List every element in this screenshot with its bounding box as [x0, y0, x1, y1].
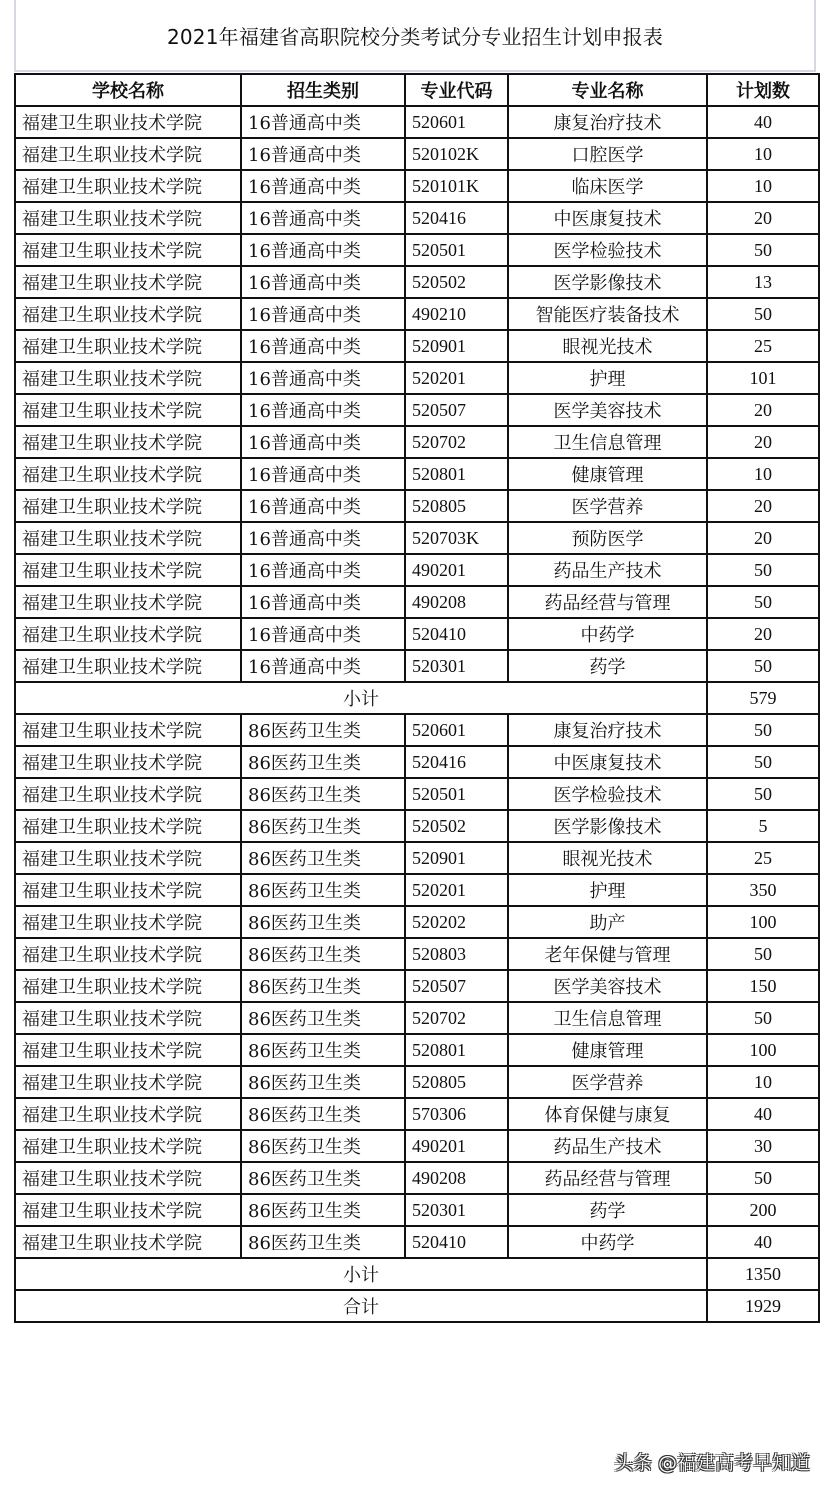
cell-category: 86医药卫生类 [241, 938, 405, 970]
cell-plan: 350 [707, 874, 819, 906]
cell-major: 眼视光技术 [508, 842, 707, 874]
cell-school: 福建卫生职业技术学院 [15, 330, 241, 362]
cell-plan: 25 [707, 330, 819, 362]
table-row [15, 170, 819, 202]
cell-category: 16普通高中类 [241, 650, 405, 682]
cell-major: 健康管理 [508, 458, 707, 490]
cell-code: 520805 [405, 490, 508, 522]
table-row [15, 330, 819, 362]
cell-major: 临床医学 [508, 170, 707, 202]
cell-school: 福建卫生职业技术学院 [15, 1226, 241, 1258]
cell-plan: 50 [707, 650, 819, 682]
title-box [14, 0, 816, 72]
cell-major: 口腔医学 [508, 138, 707, 170]
cell-major: 医学营养 [508, 490, 707, 522]
cell-category: 86医药卫生类 [241, 1098, 405, 1130]
cell-category: 16普通高中类 [241, 234, 405, 266]
table-row [15, 714, 819, 746]
cell-category: 16普通高中类 [241, 618, 405, 650]
subtotal-row [15, 682, 819, 714]
cell-code: 520102K [405, 138, 508, 170]
cell-code: 520416 [405, 202, 508, 234]
cell-plan: 200 [707, 1194, 819, 1226]
cell-code: 520702 [405, 426, 508, 458]
cell-code: 490208 [405, 1162, 508, 1194]
cell-category: 86医药卫生类 [241, 874, 405, 906]
cell-plan: 5 [707, 810, 819, 842]
cell-school: 福建卫生职业技术学院 [15, 426, 241, 458]
cell-plan: 10 [707, 138, 819, 170]
cell-school: 福建卫生职业技术学院 [15, 202, 241, 234]
cell-school: 福建卫生职业技术学院 [15, 1194, 241, 1226]
table-row [15, 490, 819, 522]
cell-category: 86医药卫生类 [241, 1162, 405, 1194]
cell-category: 86医药卫生类 [241, 842, 405, 874]
subtotal-value: 579 [707, 682, 819, 714]
cell-school: 福建卫生职业技术学院 [15, 362, 241, 394]
cell-school: 福建卫生职业技术学院 [15, 1098, 241, 1130]
header-school: 学校名称 [15, 74, 241, 106]
table-row [15, 1226, 819, 1258]
cell-plan: 50 [707, 1002, 819, 1034]
cell-code: 520801 [405, 458, 508, 490]
cell-code: 490201 [405, 554, 508, 586]
cell-plan: 25 [707, 842, 819, 874]
grand-total-label: 合计 [15, 1290, 707, 1322]
cell-major: 药学 [508, 650, 707, 682]
cell-plan: 20 [707, 394, 819, 426]
cell-code: 520410 [405, 1226, 508, 1258]
table-row [15, 618, 819, 650]
table-row [15, 298, 819, 330]
cell-plan: 20 [707, 426, 819, 458]
cell-school: 福建卫生职业技术学院 [15, 1002, 241, 1034]
subtotal-value: 1350 [707, 1258, 819, 1290]
table-row [15, 138, 819, 170]
cell-major: 眼视光技术 [508, 330, 707, 362]
subtotal-row [15, 1258, 819, 1290]
cell-category: 16普通高中类 [241, 138, 405, 170]
cell-school: 福建卫生职业技术学院 [15, 266, 241, 298]
cell-school: 福建卫生职业技术学院 [15, 874, 241, 906]
cell-category: 86医药卫生类 [241, 810, 405, 842]
cell-plan: 30 [707, 1130, 819, 1162]
header-category: 招生类别 [241, 74, 405, 106]
cell-major: 护理 [508, 874, 707, 906]
cell-school: 福建卫生职业技术学院 [15, 394, 241, 426]
cell-plan: 50 [707, 1162, 819, 1194]
cell-plan: 40 [707, 1098, 819, 1130]
cell-category: 86医药卫生类 [241, 1066, 405, 1098]
cell-code: 520702 [405, 1002, 508, 1034]
cell-major: 医学检验技术 [508, 234, 707, 266]
cell-school: 福建卫生职业技术学院 [15, 650, 241, 682]
table-row [15, 234, 819, 266]
cell-plan: 50 [707, 298, 819, 330]
subtotal-label: 小计 [15, 1258, 707, 1290]
cell-code: 520601 [405, 106, 508, 138]
cell-code: 520502 [405, 810, 508, 842]
cell-code: 520410 [405, 618, 508, 650]
cell-category: 16普通高中类 [241, 298, 405, 330]
cell-plan: 20 [707, 618, 819, 650]
cell-major: 药品经营与管理 [508, 586, 707, 618]
cell-category: 86医药卫生类 [241, 778, 405, 810]
cell-plan: 50 [707, 554, 819, 586]
cell-school: 福建卫生职业技术学院 [15, 970, 241, 1002]
cell-category: 16普通高中类 [241, 202, 405, 234]
cell-code: 520502 [405, 266, 508, 298]
cell-major: 中医康复技术 [508, 746, 707, 778]
cell-major: 中药学 [508, 1226, 707, 1258]
table-row [15, 1194, 819, 1226]
cell-school: 福建卫生职业技术学院 [15, 458, 241, 490]
cell-code: 520101K [405, 170, 508, 202]
cell-category: 86医药卫生类 [241, 970, 405, 1002]
cell-plan: 50 [707, 586, 819, 618]
cell-category: 86医药卫生类 [241, 1130, 405, 1162]
subtotal-label: 小计 [15, 682, 707, 714]
cell-school: 福建卫生职业技术学院 [15, 298, 241, 330]
cell-school: 福建卫生职业技术学院 [15, 810, 241, 842]
cell-code: 520901 [405, 330, 508, 362]
cell-plan: 10 [707, 1066, 819, 1098]
cell-code: 520601 [405, 714, 508, 746]
table-row [15, 554, 819, 586]
cell-plan: 50 [707, 714, 819, 746]
header-code: 专业代码 [405, 74, 508, 106]
cell-major: 卫生信息管理 [508, 426, 707, 458]
page-title: 2021年福建省高职院校分类考试分专业招生计划申报表 [166, 24, 664, 49]
cell-major: 药学 [508, 1194, 707, 1226]
cell-major: 健康管理 [508, 1034, 707, 1066]
cell-category: 16普通高中类 [241, 586, 405, 618]
cell-major: 体育保健与康复 [508, 1098, 707, 1130]
cell-major: 智能医疗装备技术 [508, 298, 707, 330]
cell-code: 520201 [405, 874, 508, 906]
cell-code: 490210 [405, 298, 508, 330]
table-row [15, 362, 819, 394]
cell-school: 福建卫生职业技术学院 [15, 138, 241, 170]
cell-major: 医学美容技术 [508, 394, 707, 426]
cell-plan: 150 [707, 970, 819, 1002]
header-row [15, 74, 819, 106]
cell-major: 医学营养 [508, 1066, 707, 1098]
table-row [15, 650, 819, 682]
cell-school: 福建卫生职业技术学院 [15, 234, 241, 266]
table-row [15, 746, 819, 778]
table-row [15, 874, 819, 906]
cell-school: 福建卫生职业技术学院 [15, 522, 241, 554]
header-plan: 计划数 [707, 74, 819, 106]
cell-category: 16普通高中类 [241, 394, 405, 426]
cell-major: 预防医学 [508, 522, 707, 554]
cell-category: 16普通高中类 [241, 362, 405, 394]
cell-plan: 40 [707, 1226, 819, 1258]
cell-school: 福建卫生职业技术学院 [15, 1066, 241, 1098]
cell-category: 16普通高中类 [241, 458, 405, 490]
table-row [15, 970, 819, 1002]
cell-major: 老年保健与管理 [508, 938, 707, 970]
cell-school: 福建卫生职业技术学院 [15, 746, 241, 778]
header-major: 专业名称 [508, 74, 707, 106]
cell-category: 16普通高中类 [241, 266, 405, 298]
cell-major: 医学影像技术 [508, 266, 707, 298]
cell-major: 医学美容技术 [508, 970, 707, 1002]
table-row [15, 1162, 819, 1194]
table-row [15, 394, 819, 426]
cell-category: 86医药卫生类 [241, 1034, 405, 1066]
table-body [15, 106, 819, 1322]
cell-major: 助产 [508, 906, 707, 938]
cell-category: 86医药卫生类 [241, 1226, 405, 1258]
cell-major: 中药学 [508, 618, 707, 650]
cell-plan: 10 [707, 170, 819, 202]
cell-code: 520301 [405, 650, 508, 682]
cell-plan: 20 [707, 522, 819, 554]
table-row [15, 906, 819, 938]
cell-plan: 50 [707, 746, 819, 778]
table-row [15, 938, 819, 970]
table-row [15, 1066, 819, 1098]
cell-code: 520501 [405, 778, 508, 810]
watermark: 头条 @福建高考早知道 [613, 1452, 810, 1474]
cell-school: 福建卫生职业技术学院 [15, 106, 241, 138]
cell-code: 520803 [405, 938, 508, 970]
enrollment-plan-table [14, 73, 820, 1323]
table-row [15, 1002, 819, 1034]
cell-category: 86医药卫生类 [241, 746, 405, 778]
table-row [15, 458, 819, 490]
table-row [15, 202, 819, 234]
table-row [15, 778, 819, 810]
cell-school: 福建卫生职业技术学院 [15, 1162, 241, 1194]
cell-code: 570306 [405, 1098, 508, 1130]
cell-code: 490201 [405, 1130, 508, 1162]
cell-category: 16普通高中类 [241, 490, 405, 522]
cell-category: 86医药卫生类 [241, 714, 405, 746]
cell-plan: 20 [707, 202, 819, 234]
table-row [15, 426, 819, 458]
cell-school: 福建卫生职业技术学院 [15, 1130, 241, 1162]
cell-category: 16普通高中类 [241, 426, 405, 458]
cell-code: 520507 [405, 970, 508, 1002]
cell-code: 490208 [405, 586, 508, 618]
table-row [15, 1130, 819, 1162]
cell-school: 福建卫生职业技术学院 [15, 554, 241, 586]
cell-plan: 100 [707, 1034, 819, 1066]
cell-plan: 50 [707, 938, 819, 970]
cell-category: 16普通高中类 [241, 554, 405, 586]
cell-plan: 10 [707, 458, 819, 490]
cell-category: 86医药卫生类 [241, 906, 405, 938]
cell-school: 福建卫生职业技术学院 [15, 618, 241, 650]
grand-total-value: 1929 [707, 1290, 819, 1322]
cell-major: 药品生产技术 [508, 1130, 707, 1162]
table-row [15, 522, 819, 554]
cell-plan: 101 [707, 362, 819, 394]
cell-major: 卫生信息管理 [508, 1002, 707, 1034]
cell-plan: 40 [707, 106, 819, 138]
cell-major: 医学检验技术 [508, 778, 707, 810]
cell-code: 520501 [405, 234, 508, 266]
table-row [15, 586, 819, 618]
cell-plan: 20 [707, 490, 819, 522]
cell-major: 医学影像技术 [508, 810, 707, 842]
cell-category: 16普通高中类 [241, 170, 405, 202]
cell-category: 16普通高中类 [241, 330, 405, 362]
cell-code: 520801 [405, 1034, 508, 1066]
table-row [15, 810, 819, 842]
cell-school: 福建卫生职业技术学院 [15, 938, 241, 970]
cell-major: 药品生产技术 [508, 554, 707, 586]
table-row [15, 1034, 819, 1066]
table-row [15, 266, 819, 298]
cell-school: 福建卫生职业技术学院 [15, 714, 241, 746]
cell-category: 86医药卫生类 [241, 1002, 405, 1034]
table-row [15, 1098, 819, 1130]
cell-school: 福建卫生职业技术学院 [15, 778, 241, 810]
cell-school: 福建卫生职业技术学院 [15, 1034, 241, 1066]
cell-plan: 50 [707, 778, 819, 810]
cell-category: 16普通高中类 [241, 522, 405, 554]
cell-code: 520507 [405, 394, 508, 426]
cell-code: 520202 [405, 906, 508, 938]
cell-code: 520201 [405, 362, 508, 394]
cell-plan: 100 [707, 906, 819, 938]
cell-category: 16普通高中类 [241, 106, 405, 138]
cell-school: 福建卫生职业技术学院 [15, 170, 241, 202]
table-row [15, 842, 819, 874]
cell-major: 中医康复技术 [508, 202, 707, 234]
cell-code: 520416 [405, 746, 508, 778]
cell-code: 520805 [405, 1066, 508, 1098]
cell-code: 520901 [405, 842, 508, 874]
grand-total-row [15, 1290, 819, 1322]
cell-major: 康复治疗技术 [508, 714, 707, 746]
cell-code: 520301 [405, 1194, 508, 1226]
cell-plan: 50 [707, 234, 819, 266]
cell-school: 福建卫生职业技术学院 [15, 906, 241, 938]
cell-school: 福建卫生职业技术学院 [15, 842, 241, 874]
cell-major: 药品经营与管理 [508, 1162, 707, 1194]
cell-major: 康复治疗技术 [508, 106, 707, 138]
table-row [15, 106, 819, 138]
cell-school: 福建卫生职业技术学院 [15, 490, 241, 522]
cell-plan: 13 [707, 266, 819, 298]
cell-category: 86医药卫生类 [241, 1194, 405, 1226]
cell-school: 福建卫生职业技术学院 [15, 586, 241, 618]
cell-code: 520703K [405, 522, 508, 554]
cell-major: 护理 [508, 362, 707, 394]
